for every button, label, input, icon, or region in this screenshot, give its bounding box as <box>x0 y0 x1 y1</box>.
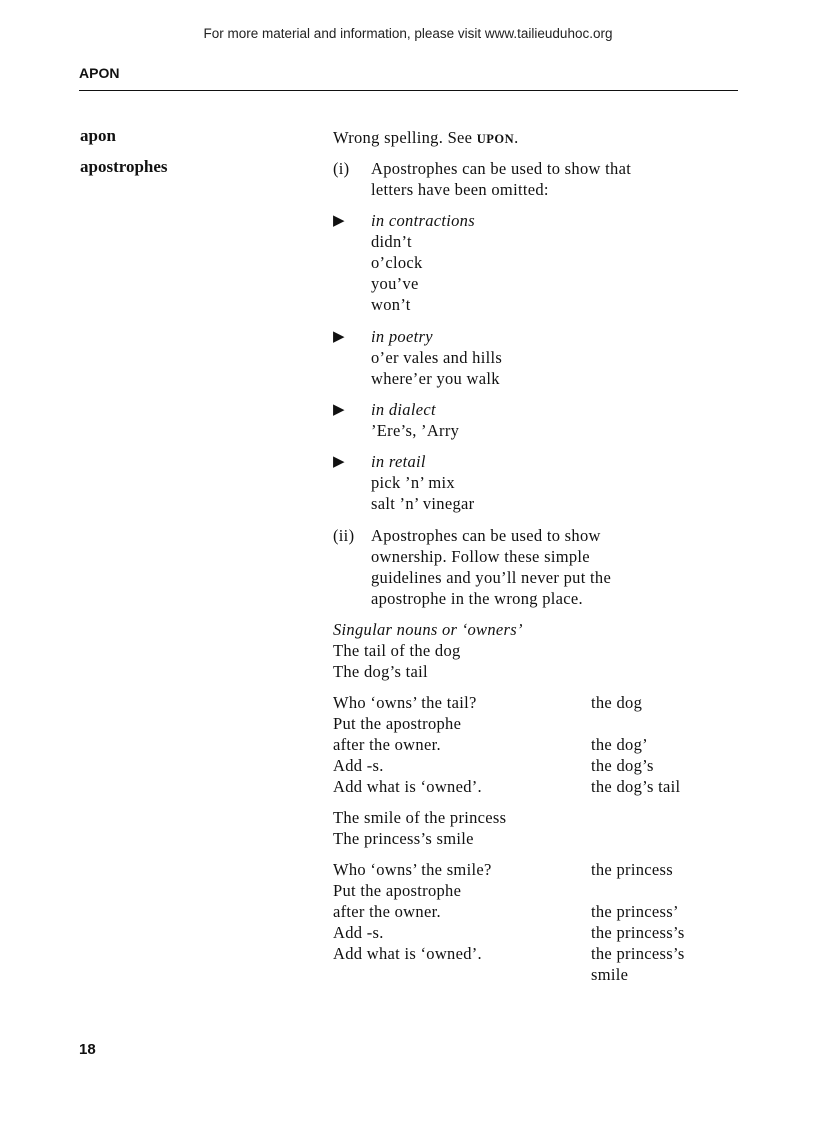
item-i-text <box>371 158 631 200</box>
group-heading: in poetry <box>371 327 433 346</box>
result-line: the princess’s <box>591 923 685 942</box>
step-line: after the owner. <box>333 902 441 921</box>
result-line: the princess’s <box>591 944 685 963</box>
group-contractions <box>371 210 475 315</box>
page-number: 18 <box>79 1041 96 1058</box>
example-line: won’t <box>371 295 411 314</box>
example-line: The smile of the princess <box>333 808 507 827</box>
result-line <box>591 880 685 901</box>
table1-results <box>591 692 680 797</box>
header-banner: For more material and information, please visit www.tailieuduhoc.org <box>203 26 613 41</box>
example-line: salt ’n’ vinegar <box>371 494 475 513</box>
table2-results <box>591 859 685 985</box>
section-heading: Singular nouns or ‘owners’ <box>333 620 523 639</box>
result-line: the dog’s tail <box>591 777 681 796</box>
example-line: o’er vales and hills <box>371 348 503 367</box>
example2 <box>333 807 506 849</box>
item-ii-marker: (ii) <box>333 526 355 545</box>
item-ii-line: apostrophe in the wrong place. <box>371 589 583 608</box>
step-line: Who ‘owns’ the smile? <box>333 860 492 879</box>
item-i-line: letters have been omitted: <box>371 180 549 199</box>
result-line: smile <box>591 965 629 984</box>
headword-apostrophes: apostrophes <box>80 157 168 176</box>
example-line: where’er you walk <box>371 369 500 388</box>
step-line: Put the apostrophe <box>333 714 462 733</box>
step-line: Add -s. <box>333 756 384 775</box>
group-dialect <box>371 399 459 441</box>
result-line: the dog’s <box>591 756 654 775</box>
headword-apon: apon <box>80 126 116 145</box>
header-rule <box>79 90 738 91</box>
example-line: The tail of the dog <box>333 641 461 660</box>
step-line: Add -s. <box>333 923 384 942</box>
step-line: Add what is ‘owned’. <box>333 777 482 796</box>
group-heading: in dialect <box>371 400 436 419</box>
table2-steps <box>333 859 492 964</box>
item-i-line: Apostrophes can be used to show that <box>371 159 632 178</box>
result-line: the princess’ <box>591 902 679 921</box>
crossref-upon: UPON <box>476 132 515 146</box>
example-line: you’ve <box>371 274 419 293</box>
example-line: ’Ere’s, ’Arry <box>371 421 460 440</box>
step-line: Add what is ‘owned’. <box>333 944 482 963</box>
result-line: the princess <box>591 860 673 879</box>
result-line: the dog’ <box>591 735 648 754</box>
item-i-marker: (i) <box>333 159 350 178</box>
step-line: after the owner. <box>333 735 441 754</box>
item-ii-line: ownership. Follow these simple <box>371 547 590 566</box>
apon-text: Wrong spelling. See <box>333 128 477 147</box>
group-heading: in retail <box>371 452 426 471</box>
table1-steps <box>333 692 482 797</box>
result-line: the dog <box>591 693 643 712</box>
example-line: The princess’s smile <box>333 829 474 848</box>
item-ii-text <box>371 525 611 609</box>
example-line: pick ’n’ mix <box>371 473 455 492</box>
example-line: The dog’s tail <box>333 662 428 681</box>
item-ii-line: Apostrophes can be used to show <box>371 526 601 545</box>
result-line <box>591 713 680 734</box>
running-head: APON <box>79 65 120 81</box>
step-line: Who ‘owns’ the tail? <box>333 693 477 712</box>
group-retail <box>371 451 474 514</box>
triangle-bullet-icon: ▶ <box>333 329 345 345</box>
triangle-bullet-icon: ▶ <box>333 402 345 418</box>
triangle-bullet-icon: ▶ <box>333 213 345 229</box>
entry-apon-definition <box>333 127 519 150</box>
group-heading: in contractions <box>371 211 475 230</box>
singular-section <box>333 619 523 682</box>
triangle-bullet-icon: ▶ <box>333 454 345 470</box>
example-line: didn’t <box>371 232 412 251</box>
group-poetry <box>371 326 502 389</box>
apon-period: . <box>514 128 519 147</box>
example-line: o’clock <box>371 253 423 272</box>
item-ii-line: guidelines and you’ll never put the <box>371 568 612 587</box>
step-line: Put the apostrophe <box>333 881 462 900</box>
